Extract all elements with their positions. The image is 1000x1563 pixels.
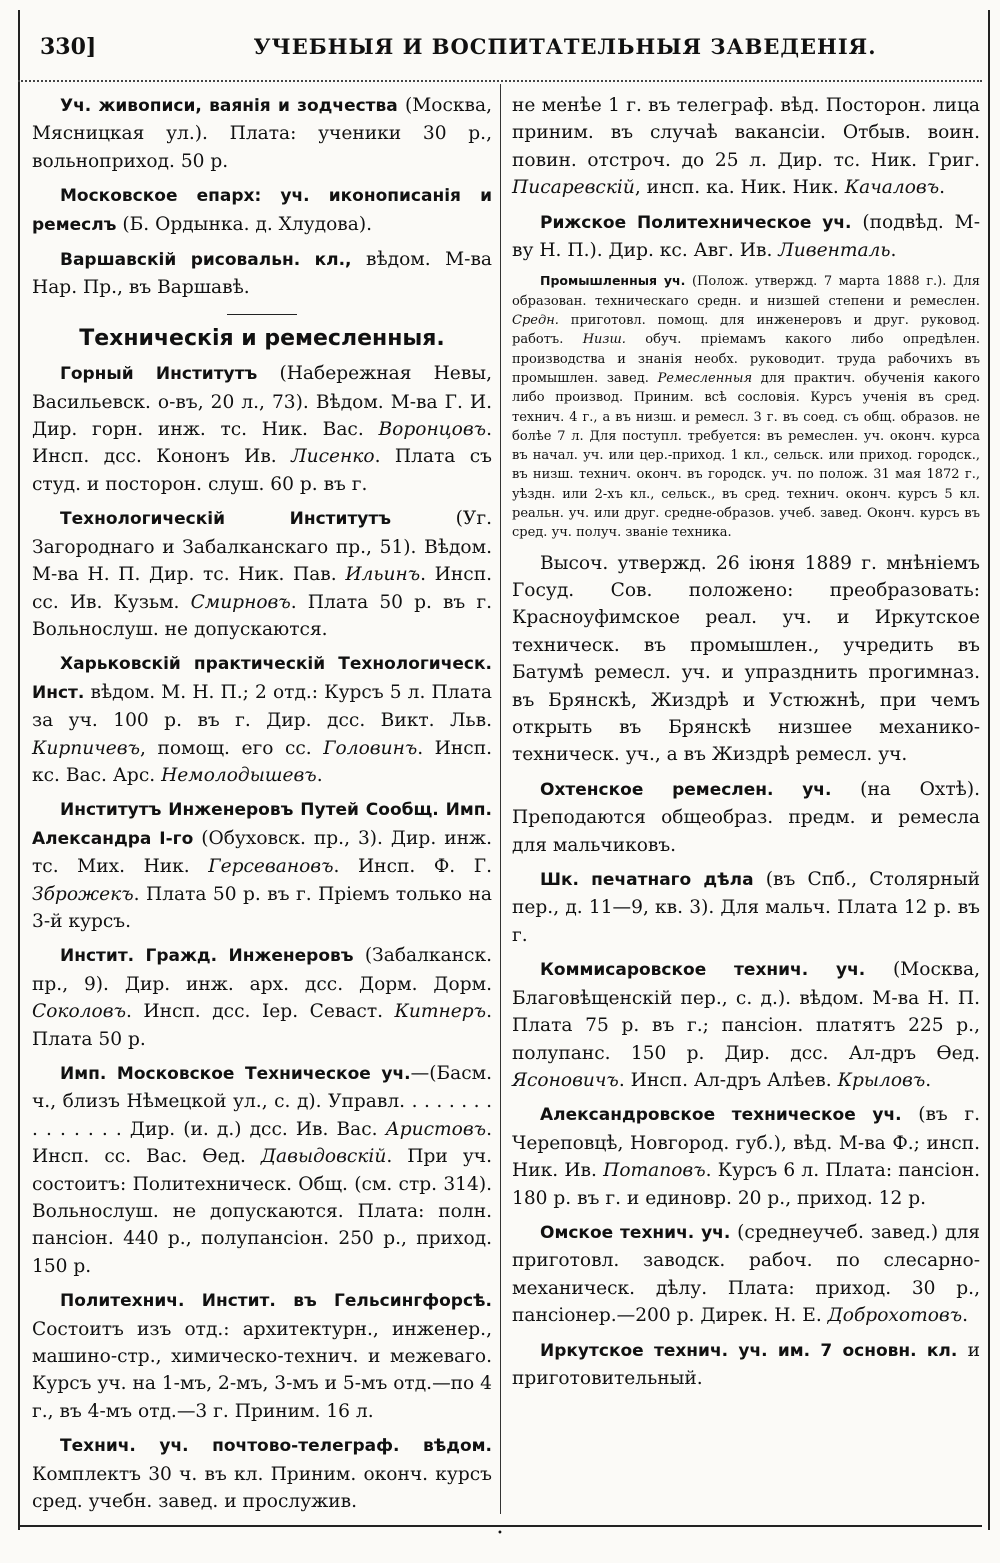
entry-technological-institute: Технологическій Институтъ (Уг. Загороднаго и Забалканскаго пр., 51). Вѣдом. М-ва Н. П. Дир. тс. Ник. Пав. Ильинъ. Инсп. сс. Ив. Кузьм. Смирновъ. Плата 50 р. въ г. Вольнослуш. не допускаются.	[32, 508, 492, 640]
entry-mining-institute: Горный Институтъ (Набережная Невы, Васильевск. о-въ, 20 л., 73). Вѣдом. М-ва Г. И. Дир. горн. инж. тс. Ник. Вас. Воронцовъ. Инсп. дсс. Кононъ Ив. Лисенко. Плата съ студ. и посторон. слуш. 60 р. въ г.	[32, 363, 492, 495]
entry-painting-school: Уч. живописи, ваянія и зодчества (Москва, Мясницкая ул.). Плата: ученики 30 р., вольноприход. 50 р.	[32, 95, 492, 172]
entry-okhta-school: Охтенское ремеслен. уч. (на Охтѣ). Преподаются общеобраз. предм. и ремесла для мальчиковъ.	[512, 778, 980, 856]
entry-railway-institute: Институтъ Инженеровъ Путей Сообщ. Имп. Александра I-го (Обуховск. пр., 3). Дир. инж. тс. Мих. Ник. Герсевановъ. Инсп. Ф. Г. Зброжекъ. Плата 50 р. въ г. Пріемъ только на 3-й курсъ.	[32, 800, 492, 932]
entry-kommisarov-school: Коммисаровское технич. уч. (Москва, Благовѣщенскій пер., с. д.). вѣдом. М-ва Н. П. Плата 75 р. въ г.; пансіон. платятъ 225 р., полупанс. 150 р. Дир. дсс. Ал-дръ Ѳед. Ясоновичъ. Инсп. Ал-дръ Алѣев. Крыловъ.	[512, 959, 980, 1091]
section-rule	[227, 314, 297, 315]
entry-telegraph-school-continued: не менѣе 1 г. въ телеграф. вѣд. Посторон. лица приним. въ случаѣ вакансіи. Отбыв. воин. повин. отстроч. до 25 л. Дир. тс. Ник. Григ. Писаревскій, инсп. ка. Ник. Ник. Качаловъ.	[512, 95, 980, 199]
entry-printing-school: Шк. печатнаго дѣла (въ Спб., Столярный пер., д. 11—9, кв. 3). Для мальч. Плата 12 р. въ г.	[512, 869, 981, 946]
entry-civil-engineers-institute: Инстит. Гражд. Инженеровъ (Забалканск. пр., 9). Дир. инж. арх. дсс. Дорм. Дорм. Соколовъ. Инсп. дсс. Іер. Севаст. Китнеръ. Плата 50 р.	[32, 945, 492, 1050]
right-column	[512, 92, 980, 1399]
running-title: УЧЕБНЫЯ И ВОСПИТАТЕЛЬНЫЯ ЗАВЕДЕНІЯ.	[253, 34, 877, 59]
entry-irkutsk-school: Иркутское технич. уч. им. 7 основн. кл. и приготовительный.	[512, 1339, 980, 1389]
entry-riga-polytechnic: Рижское Политехническое уч. (подвѣд. М-ву Н. П.). Дир. кс. Авг. Ив. Ливенталь.	[512, 211, 980, 262]
bottom-mark: •	[497, 1528, 503, 1539]
entry-industrial-schools-note: Промышленныя уч. (Полож. утвержд. 7 марта 1888 г.). Для образован. техническаго средн. и низшей степени и ремеслен. Средн. приготовл. помощ. для инженеровъ и друг. руковод. работъ. Низш. обуч. пріемамъ какого либо опредѣлен. производства и знанія необх. руководит. труда рабочихъ въ промышлен. завед. Ремесленныя для практич. обученія какого либо производ. Приним. всѣ сословія. Курсъ ученія въ сред. технич. 4 г., а въ низш. и ремесл. 3 г. въ соед. съ общ. образов. не болѣе 7 л. Для поступл. требуется: въ ремеслен. уч. оконч. курса въ начал. уч. или цер.-приход. 1 кл., сельск. или приход. городск., въ низш. технич. оконч. въ городск. уч. по полож. 31 мая 1872 г., уѣздн. или 2-хъ кл., сельск., въ сред. технич. оконч. курсъ 5 кл. реальн. уч. или друг. средне-образов. учеб. завед. Оконч. курсъ въ сред. уч. получ. званіе техника.	[512, 273, 980, 541]
entry-icon-school: Московское епарх: уч. иконописанія и ремеслъ (Б. Ордынка. д. Хлудова).	[32, 186, 492, 235]
entry-kharkov-institute: Харьковскій практическій Технологическ. Инст. вѣдом. М. Н. П.; 2 отд.: Курсъ 5 л. Плата за уч. 100 р. въ г. Дир. дсс. Викт. Льв. Кирпичевъ, помощ. его сс. Головинъ. Инсп. кс. Вас. Арс. Немолодышевъ.	[32, 654, 492, 786]
entry-alexandrovsk-school: Александровское техническое уч. (въ г. Череповцѣ, Новгород. губ.), вѣд. М-ва Ф.; инсп. Ник. Ив. Потаповъ. Курсъ 6 л. Плата: пансіон. 180 р. въ г. и единовр. 20 р., приход. 12 р.	[512, 1104, 981, 1209]
entry-omsk-school: Омское технич. уч. (среднеучеб. завед.) для приготовл. заводск. рабоч. по слесарно-механическ. дѣлу. Плата: приход. 30 р., пансіонер.—200 р. Дирек. Н. Е. Доброхотовъ.	[512, 1221, 980, 1327]
entry-decree-1889: Высоч. утвержд. 26 іюня 1889 г. мнѣніемъ Госуд. Сов. положено: преобразовать: Красноуфимское реал. уч. и Иркутское техническ. въ промышлен., учредить въ Батумѣ ремесл. уч. и упразднить прогимназ. въ Брянскѣ, Жиздрѣ и Устюжнѣ, при чемъ открыть въ Брянскѣ низшее механико-техническ. уч., а въ Жиздрѣ ремесл. уч.	[512, 552, 980, 766]
left-column	[32, 92, 492, 1523]
page-number: 330]	[40, 34, 97, 60]
bottom-rule	[18, 1525, 982, 1527]
header-rule	[18, 80, 982, 82]
entry-telegraph-school: Технич. уч. почтово-телеграф. вѣдом. Комплектъ 30 ч. въ кл. Приним. оконч. курсъ сред. учебн. завед. и прослужив.	[32, 1436, 492, 1513]
section-title: Техническія и ремесленныя.	[79, 325, 445, 351]
column-divider	[500, 84, 501, 1514]
page-header	[30, 34, 980, 74]
entry-warsaw-drawing-class: Варшавскій рисовальн. кл., вѣдом. М-ва Нар. Пр., въ Варшавѣ.	[32, 249, 492, 299]
entry-helsingfors-polytechnic: Политехнич. Инстит. въ Гельсингфорсѣ. Состоитъ изъ отд.: архитектурн., инженер., машино-стр., химическо-технич. и межеваго. Курсъ уч. на 1-мъ, 2-мъ, 3-мъ и 5-мъ отд.—по 4 г., въ 4-мъ отд.—3 г. Приним. 16 л.	[32, 1291, 492, 1422]
entry-moscow-technical-school: Имп. Московское Техническое уч.—(Басм. ч., близъ Нѣмецкой ул., с. д). Управл. . . . . . . . . . . . . . . Дир. (и. д.) дсс. Ив. Вас. Аристовъ. Инсп. сс. Вас. Ѳед. Давыдовскій. При уч. состоитъ: Политехническ. Общ. (см. стр. 314). Вольнослуш. не допускаются. Плата: полн. пансіон. 440 р., полупансіон. 250 р., приход. 150 р.	[32, 1063, 492, 1277]
